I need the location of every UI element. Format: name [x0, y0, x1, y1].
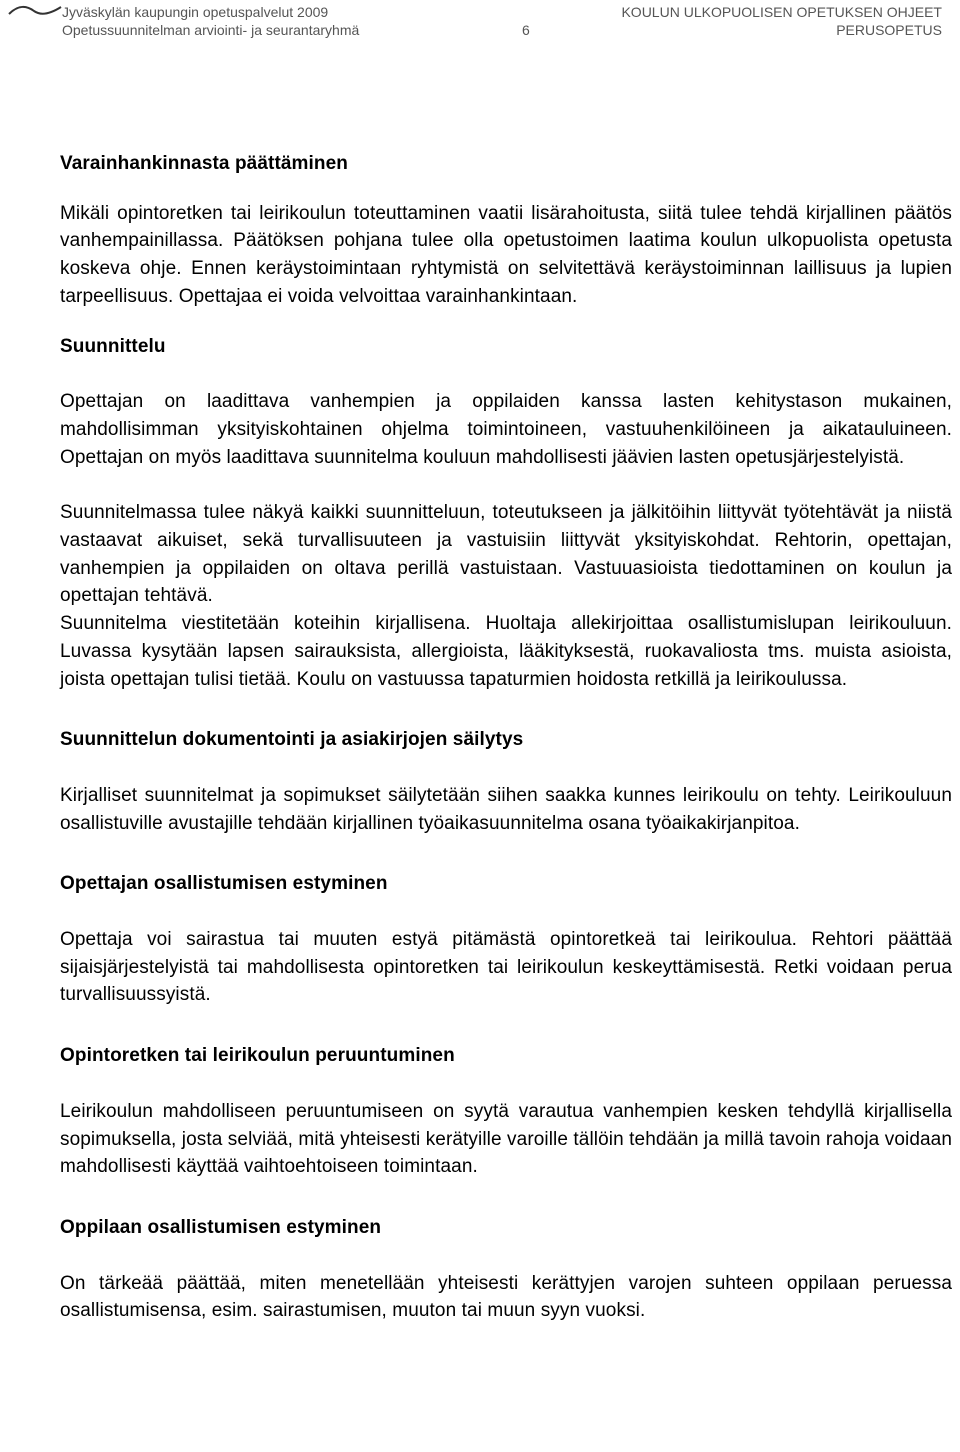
- paragraph-varainhankinta: Mikäli opintoretken tai leirikoulun toteuttaminen vaatii lisärahoitusta, siitä tulee tehdä kirjallinen päätös vanhempainillassa. Päätöksen pohjana tulee olla opetustoimen laatima koulun ulkopuolista opetusta koskeva ohje. Ennen keräystoimintaan ryhtymistä on selvitettävä keräystoiminnan laillisuus ja lupien tarpeellisuus. Opettajaa ei voida velvoittaa varainhankintaan.: [60, 202, 952, 307]
- page-number: 6: [522, 22, 530, 38]
- header-document-title: KOULUN ULKOPUOLISEN OPETUKSEN OHJEET: [621, 4, 942, 20]
- paragraph-suunnittelu-1: Opettajan on laadittava vanhempien ja oppilaiden kanssa lasten kehitystason mukainen, mahdollisimman yksityiskohtainen ohjelma toimintoineen, vastuuhenkilöineen ja aikatauluineen. Opettajan on myös laadittava suunnitelma kouluun mahdollisesti jäävien lasten opetusjärjestelyistä.: [60, 391, 952, 468]
- header-group: Opetussuunnitelman arviointi- ja seurantaryhmä: [62, 22, 360, 38]
- section-heading-opettaja-estyminen: Opettajan osallistumisen estyminen: [60, 873, 388, 895]
- paragraph-dokumentointi: Kirjalliset suunnitelmat ja sopimukset säilytetään siihen saakka kunnes leirikoulu on tehty. Leirikouluun osallistuville avustajille tehdään kirjallinen työaikasuunnitelma osana työaikakirjanpitoa.: [60, 784, 952, 834]
- paragraph-suunnittelu-3: Suunnitelma viestitetään koteihin kirjallisena. Huoltaja allekirjoittaa osallistumislupan leirikouluun. Luvassa kysytään lapsen sairauksista, allergioista, lääkityksestä, ruokavaliosta tms. muista asioista, joista opettajan tulisi tietää. Koulu on vastuussa tapaturmien hoidosta retkillä ja leirikoulussa.: [60, 613, 952, 690]
- paragraph-opettaja-estyminen: Opettaja voi sairastua tai muuten estyä pitämästä opintoretkeä tai leirikoulua. Rehtori päättää sijaisjärjestelyistä tai mahdollisesta opintoretken tai leirikoulun keskeyttämisestä. Retki voidaan perua turvallisuussyistä.: [60, 929, 952, 1006]
- paragraph-oppilas-estyminen: On tärkeää päättää, miten menetellään yhteisesti kerättyjen varojen suhteen oppilaan peruessa osallistumisensa, esim. sairastumisen, muuton tai muun syyn vuoksi.: [60, 1272, 952, 1322]
- section-heading-varainhankinta: Varainhankinnasta päättäminen: [60, 153, 348, 174]
- organization-logo-swoosh-icon: [8, 3, 62, 17]
- document-body: [60, 150, 952, 1325]
- paragraph-suunnittelu-2: Suunnitelmassa tulee näkyä kaikki suunnitteluun, toteutukseen ja jälkitöihin liittyvät työtehtävät ja niistä vastaavat aikuiset, sekä turvallisuuteen ja vastuisiin liittyvät yksityiskohdat. Rehtorin, opettajan, vanhempien ja oppilaiden on oltava perillä vastuistaan. Vastuuasioista tiedottaminen on koulun ja opettajan tehtävä.: [60, 502, 952, 607]
- section-heading-peruuntuminen: Opintoretken tai leirikoulun peruuntuminen: [60, 1045, 455, 1067]
- section-heading-suunnittelu: Suunnittelu: [60, 335, 166, 357]
- header-organization: Jyväskylän kaupungin opetuspalvelut 2009: [62, 4, 329, 20]
- page-header: [0, 0, 960, 44]
- paragraph-peruuntuminen: Leirikoulun mahdolliseen peruuntumiseen on syytä varautua vanhempien kesken tehdyllä kirjallisella sopimuksella, josta selviää, mitä yhteisesti kerätyille varoille tällöin tehdään ja millä tavoin rahoja voidaan mahdollisesti käyttää vaihtoehtoiseen toimintaan.: [60, 1100, 952, 1178]
- header-document-subtitle: PERUSOPETUS: [836, 22, 942, 38]
- section-heading-oppilas-estyminen: Oppilaan osallistumisen estyminen: [60, 1216, 382, 1238]
- section-heading-dokumentointi: Suunnittelun dokumentointi ja asiakirjojen säilytys: [60, 729, 524, 751]
